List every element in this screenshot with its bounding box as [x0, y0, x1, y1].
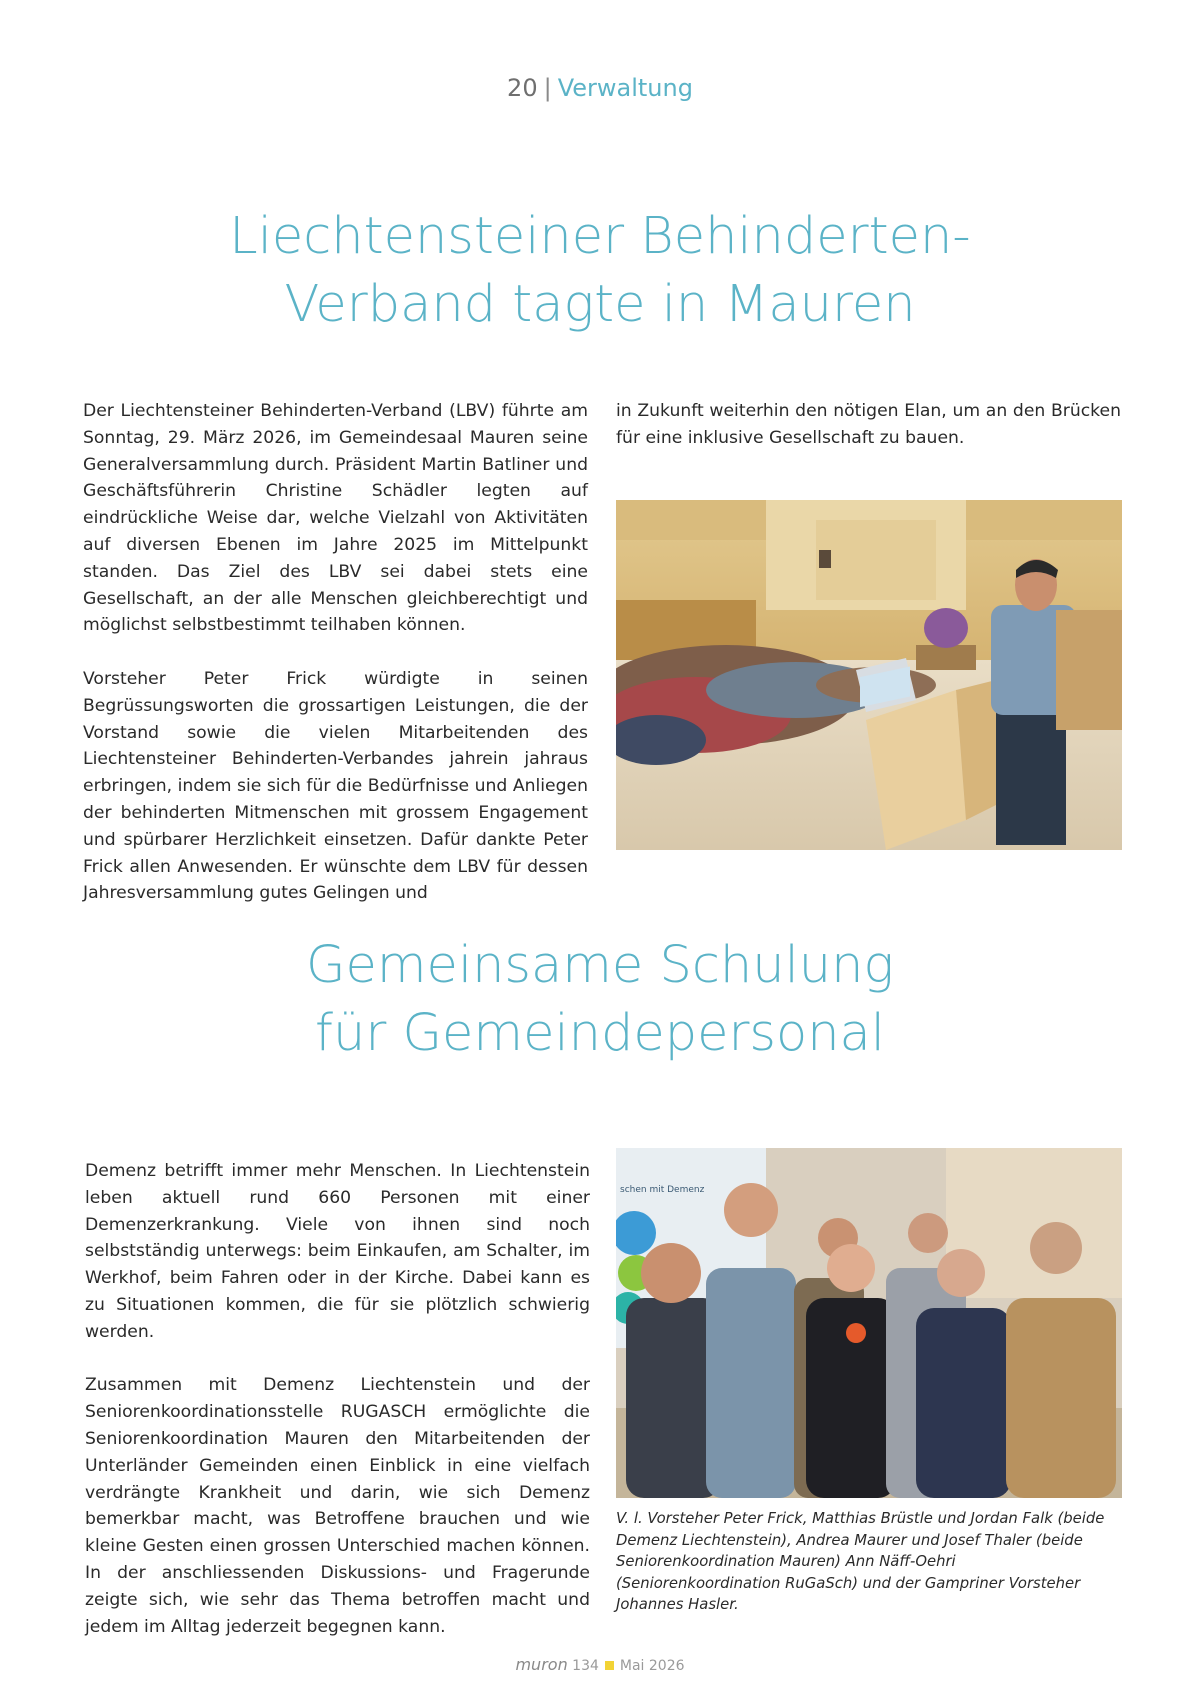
group-photo [616, 1148, 1122, 1498]
assembly-photo [616, 500, 1122, 850]
footer-square-icon [605, 1661, 614, 1670]
header-separator: | [543, 74, 552, 102]
group-photo-caption: V. l. Vorsteher Peter Frick, Matthias Brüstle und Jordan Falk (beide Demenz Liechtenstein), Andrea Maurer und Josef Thaler (beide Seniorenkoordination Mauren) Ann Näff-Oehri (Seniorenkoordination RuGaSch) und der Gampriner Vorsteher Johannes Hasler. [616, 1510, 1105, 1613]
issue-date: Mai 2026 [619, 1658, 685, 1674]
article2-paragraph: Demenz betrifft immer mehr Menschen. In Liechtenstein leben aktuell rund 660 Personen mit einer Demenzerkrankung. Viele von ihnen sind noch selbstständig unterwegs: beim Einkaufen, am Schalter, im Werkhof, beim Fahren oder in der Kirche. Dabei kann es zu Situationen kommen, die für sie plötzlich schwierig werden. [85, 1161, 590, 1342]
article2-paragraph: Zusammen mit Demenz Liechtenstein und der Seniorenkoordinationsstelle RUGASCH ermöglichte die Seniorenkoordination Mauren den Mitarbeitenden der Unterländer Gemeinden einen Einblick in eine vielfach verdrängte Krankheit und darin, wie sich Demenz bemerkbar macht, was Betroffene brauchen und wie kleine Gesten einen grossen Unterschied machen können. In der anschliessenden Diskussions- und Fragerunde zeigte sich, wie sehr das Thema betroffen macht und jedem im Alltag jederzeit begegnen kann. [85, 1375, 590, 1637]
page-number: 20 [507, 74, 538, 102]
page-footer [0, 1655, 1200, 1674]
article1-paragraph: Vorsteher Peter Frick würdigte in seinen Begrüssungsworten die grossartigen Leistungen, die der Vorstand sowie die vielen Mitarbeitenden des Liechtensteiner Behinderten-Verbandes jahrein jahraus erbringen, indem sie sich für die Bedürfnisse und Anliegen der behinderten Mitmenschen mit grossem Engagement und spürbarer Herzlichkeit einsetzen. Dafür dankte Peter Frick allen Anwesenden. Er wünschte dem LBV für dessen Jahresversammlung gutes Gelingen und [83, 668, 588, 904]
article2-column [85, 1158, 590, 1640]
article2-title [0, 932, 1200, 1068]
article1-title [0, 203, 1200, 339]
issue-number: 134 [572, 1658, 599, 1674]
article1-title-line2: Verband tagte in Mauren [284, 275, 916, 334]
article2-title-line1: Gemeinsame Schulung [305, 936, 895, 995]
article1-left-column [83, 398, 588, 907]
magazine-brand: muron [515, 1655, 568, 1674]
page-header [0, 74, 1200, 102]
article1-paragraph: in Zukunft weiterhin den nötigen Elan, um an den Brücken für eine inklusive Gesellschaft zu bauen. [616, 401, 1121, 448]
section-name: Verwaltung [557, 74, 693, 102]
article1-title-line1: Liechtensteiner Behinderten- [229, 207, 971, 266]
article1-right-column [616, 398, 1121, 452]
screen-slide-title: schen mit Demenz [620, 1185, 705, 1195]
article1-paragraph: Der Liechtensteiner Behinderten-Verband (LBV) führte am Sonntag, 29. März 2026, im Gemeindesaal Mauren seine Generalversammlung durch. Präsident Martin Batliner und Geschäftsführerin Christine Schädler legten auf eindrückliche Weise dar, welche Vielzahl von Aktivitäten auf diversen Ebenen im Jahre 2025 im Mittelpunkt standen. Das Ziel des LBV sei dabei stets eine Gesellschaft, an der alle Menschen gleichberechtigt und möglichst selbstbestimmt teilhaben können. [83, 401, 588, 636]
article2-title-line2: für Gemeindepersonal [315, 1004, 885, 1063]
